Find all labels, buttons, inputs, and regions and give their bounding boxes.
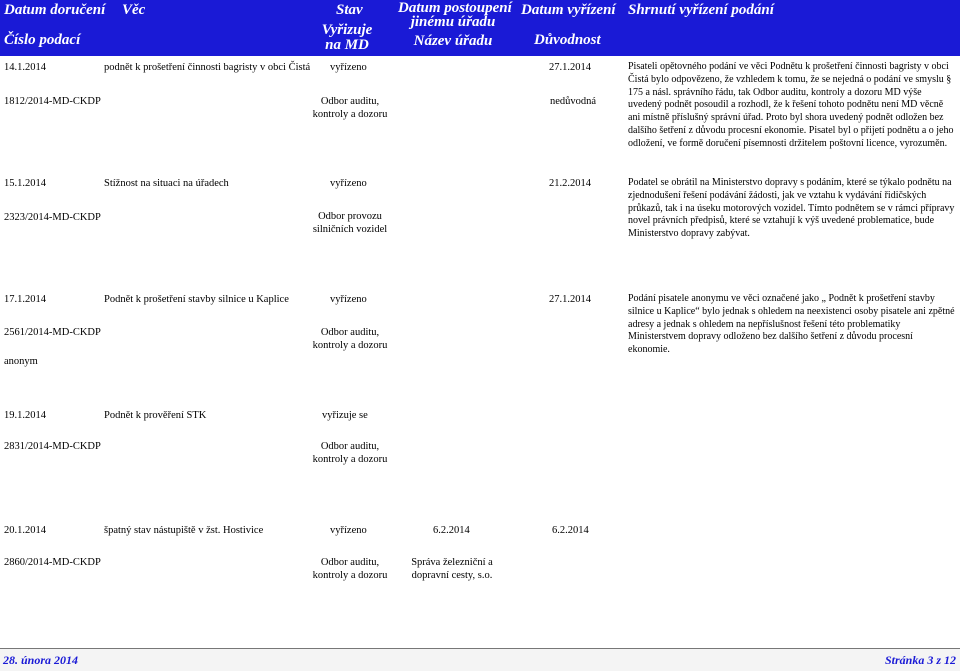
header-stav: Stav [336, 2, 363, 18]
record-podatel: anonym [4, 356, 38, 367]
record-datum-vyrizeni: 27.1.2014 [549, 294, 591, 305]
record-cislo: 1812/2014-MD-CKDP [4, 96, 101, 107]
header-vyrizuje: Vyřizuje [321, 22, 373, 38]
record-vec: Stížnost na situaci na úřadech [104, 178, 229, 189]
record-shrnuti: Pisateli opětovného podání ve věci Podnětu k prošetření činnosti bagristy v obci Čistá bylo odpovězeno, že vzhledem k tomu, že se nejedná o podání ve smyslu § 175 a násl. správního řádu, tak Odbor auditu, kontroly a dozoru MD výše uvedený podnět posoudil a rozhodl, že k řešení tohoto podnětu není MD věcně ani místně příslušný správní úřad. Proto byl shora uvedený podnět odložen bez dalšího šetření z důvodu procesní ekonomie. Pisatel byl o přijetí podnětu a o jeho odložení, ve formě doručení písemnosti držitelem poštovní licence, vyrozuměn. [628, 61, 954, 149]
record-cislo: 2860/2014-MD-CKDP [4, 557, 101, 568]
header-datum-postoupeni: Datum postoupení [398, 0, 512, 16]
header-na-md: na MD [325, 37, 369, 53]
record-vec: Podnět k prověření STK [104, 410, 207, 421]
record-cislo: 2561/2014-MD-CKDP [4, 327, 101, 338]
record-vec: podnět k prošetření činnosti bagristy v obci Čistá [104, 62, 311, 73]
record-stav: vyřízeno [330, 178, 367, 189]
record-datum: 14.1.2014 [4, 62, 46, 73]
record-duvodnost: nedůvodná [550, 96, 597, 107]
record-nazev-uradu: Správa železniční a dopravní cesty, s.o. [411, 557, 493, 582]
header-shrnuti: Shrnutí vyřízení podání [628, 2, 774, 18]
record-datum-vyrizeni: 6.2.2014 [552, 525, 589, 536]
record-datum: 15.1.2014 [4, 178, 46, 189]
record-stav: vyřízeno [330, 62, 367, 73]
record-datum: 19.1.2014 [4, 410, 46, 421]
record-vyrizuje: Odbor provozu silničních vozidel [312, 211, 388, 236]
header-duvodnost: Důvodnost [534, 32, 601, 48]
header-jinemu-uradu: jinému úřadu [410, 14, 496, 30]
record-cislo: 2323/2014-MD-CKDP [4, 212, 101, 223]
footer-page-number: Stránka 3 z 12 [884, 653, 956, 667]
record-cislo: 2831/2014-MD-CKDP [4, 441, 101, 452]
record-datum-postoupeni: 6.2.2014 [433, 525, 470, 536]
table-header [0, 0, 960, 56]
record-datum: 20.1.2014 [4, 525, 46, 536]
header-datum-vyrizeni: Datum vyřízení [521, 2, 616, 18]
record-shrnuti: Podání pisatele anonymu ve věci označené jako „ Podnět k prošetření stavby silnice u Kaplice“ bylo jednak s ohledem na neexistenci osoby pisatele ani zpětné adresy a jednak s ohledem na nepříslušnost řešení této problematiky Ministerstvem dopravy odloženo bez dalšího šetření z důvodu procesní ekonomie. [628, 293, 955, 356]
record-datum: 17.1.2014 [4, 294, 46, 305]
page-footer [0, 648, 960, 671]
header-cislo-podaci: Číslo podací [4, 32, 81, 48]
record-stav: vyřízeno [330, 525, 367, 536]
record-shrnuti: Podatel se obrátil na Ministerstvo dopravy s podáním, které se týkalo podnětu na zjednodušení řešení podávání žádosti, jak ve vztahu k vydávání řidičských průkazů, tak i na úseku motorových vozidel. Tímto podnětem se v rámci přípravy novel právních předpisů, které se vztahují k výš uvedené problematice, bude Ministerstvo dopravy zabývat. [628, 177, 955, 240]
record-vyrizuje: Odbor auditu, kontroly a dozoru [312, 557, 388, 582]
record-vyrizuje: Odbor auditu, kontroly a dozoru [312, 327, 388, 352]
record-vec: špatný stav nástupiště v žst. Hostivice [104, 525, 264, 536]
record-vyrizuje: Odbor auditu, kontroly a dozoru [312, 96, 388, 121]
header-nazev-uradu: Název úřadu [413, 33, 493, 49]
footer-date: 28. února 2014 [3, 653, 79, 667]
record-vyrizuje: Odbor auditu, kontroly a dozoru [312, 441, 388, 466]
record-vec: Podnět k prošetření stavby silnice u Kaplice [104, 294, 289, 305]
header-datum-doruceni: Datum doručení [4, 2, 106, 18]
record-stav: vyřízeno [330, 294, 367, 305]
record-stav: vyřizuje se [322, 410, 368, 421]
record-datum-vyrizeni: 21.2.2014 [549, 178, 591, 189]
header-vec: Věc [122, 2, 146, 18]
record-datum-vyrizeni: 27.1.2014 [549, 62, 591, 73]
